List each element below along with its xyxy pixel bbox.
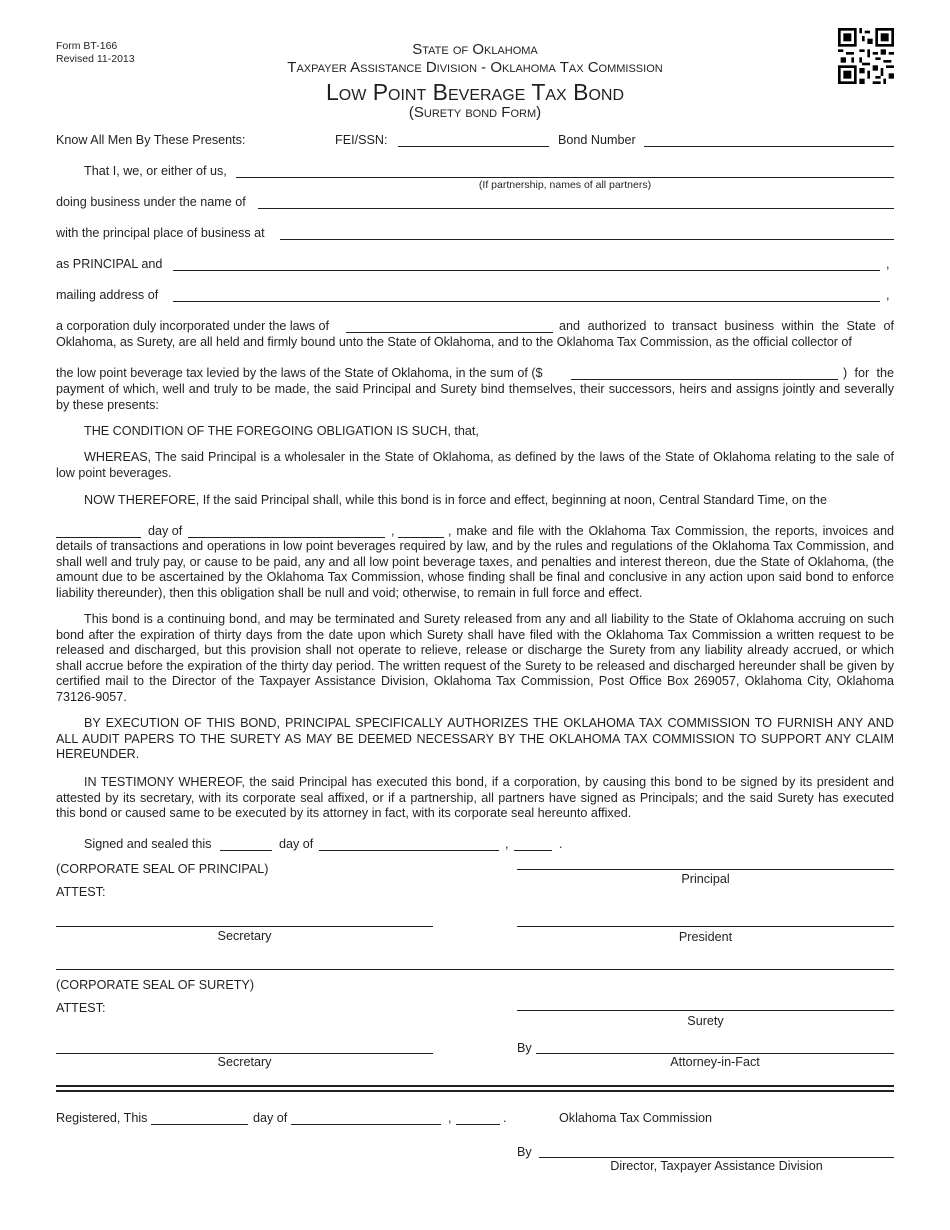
- that-i-label: That I, we, or either of us,: [84, 164, 227, 178]
- header-division: Taxpayer Assistance Division - Oklahoma Tax Commission: [287, 59, 663, 76]
- principal-signature-line[interactable]: [517, 869, 894, 870]
- signed-day-of-label: day of: [279, 837, 314, 851]
- header-state: State of Oklahoma: [412, 41, 538, 58]
- director-caption: Director, Taxpayer Assistance Division: [610, 1159, 823, 1173]
- bond-sum-field[interactable]: [571, 379, 838, 380]
- surety-signature-line[interactable]: [517, 1010, 894, 1011]
- director-by-label: By: [517, 1145, 532, 1159]
- page-title: Low Point Beverage Tax Bond: [325, 79, 625, 105]
- sum-text-c: payment of which, well and truly to be made, the said Principal and Surety bind themselves, their successors, heirs and assigns jointly and severally by these presents:: [56, 382, 894, 412]
- bond-number-field[interactable]: [644, 146, 894, 147]
- page-subtitle: (Surety bond Form): [408, 104, 542, 121]
- mailing-address-field[interactable]: [173, 301, 880, 302]
- testimony-text: IN TESTIMONY WHEREOF, the said Principal has executed this bond, if a corporation, by causing this bond to be signed by its president and attested by its secretary, with its corporate seal affixed, or if a partnership, all partners have signed as Principals; and the said Surety has executed this bond or caused same to be executed by its attorney in fact, with its corporate seal hereunto affixed.: [56, 775, 894, 821]
- signed-sealed-label: Signed and sealed this: [84, 837, 212, 851]
- mailing-label: mailing address of: [56, 288, 159, 302]
- as-principal-label: as PRINCIPAL and: [56, 257, 163, 271]
- section-divider: [56, 969, 894, 970]
- make-file-text: , make and file with the Oklahoma Tax Commission, the reports, invoices and: [448, 524, 894, 538]
- corp-text-c: Oklahoma, as Surety, are all held and firmly bound unto the State of Oklahoma, and to the Oklahoma Tax Commission, as the official collector of: [56, 335, 852, 349]
- surety-secretary-caption: Secretary: [217, 1055, 272, 1069]
- attorney-by-label: By: [517, 1041, 532, 1055]
- principal-place-field[interactable]: [280, 239, 894, 240]
- dba-field[interactable]: [258, 208, 894, 209]
- signed-year-field[interactable]: [514, 850, 552, 851]
- know-all-label: Know All Men By These Presents:: [56, 133, 246, 147]
- seal-surety-label: (CORPORATE SEAL OF SURETY): [56, 978, 255, 992]
- effective-month-field[interactable]: [188, 537, 385, 538]
- registered-period: .: [503, 1111, 507, 1125]
- execution-text: BY EXECUTION OF THIS BOND, PRINCIPAL SPECIFICALLY AUTHORIZES THE OKLAHOMA TAX COMMISSION TO FURNISH ANY AND ALL AUDIT PAPERS TO THE SURETY AS MAY BE DEEMED NECESSARY BY THE OKLAHOMA TAX COMMISSION TO SUPPORT ANY CLAIM HEREUNDER.: [56, 716, 894, 762]
- signed-comma: ,: [505, 837, 509, 851]
- sum-text-a: the low point beverage tax levied by the laws of the State of Oklahoma, in the sum of ($: [56, 366, 543, 380]
- principal-place-label: with the principal place of business at: [56, 226, 265, 240]
- principal-names-field[interactable]: [236, 177, 894, 178]
- day-of-label: day of: [148, 524, 183, 538]
- principal-secretary-line[interactable]: [56, 926, 433, 927]
- effective-year-field[interactable]: [398, 537, 444, 538]
- corp-text-b: and authorized to transact business within the State of: [559, 319, 894, 333]
- attorney-caption: Attorney-in-Fact: [670, 1055, 760, 1069]
- comma-3: ,: [391, 524, 395, 538]
- surety-secretary-line[interactable]: [56, 1053, 433, 1054]
- registered-year-field[interactable]: [456, 1124, 500, 1125]
- seal-principal-label: (CORPORATE SEAL OF PRINCIPAL): [56, 862, 269, 876]
- signed-day-field[interactable]: [220, 850, 272, 851]
- sum-text-b: ) for the: [843, 366, 894, 380]
- form-revised: Revised 11-2013: [56, 53, 135, 65]
- registered-day-of-label: day of: [253, 1111, 288, 1125]
- partners-note: (If partnership, names of all partners): [478, 179, 652, 191]
- registered-label: Registered, This: [56, 1111, 148, 1125]
- form-id: [56, 40, 135, 66]
- effective-day-field[interactable]: [56, 537, 141, 538]
- qr-code-icon: [838, 28, 894, 84]
- attest-principal-label: ATTEST:: [56, 885, 106, 899]
- signed-period: .: [559, 837, 563, 851]
- principal-secretary-caption: Secretary: [217, 929, 272, 943]
- condition-text: THE CONDITION OF THE FOREGOING OBLIGATION IS SUCH, that,: [84, 424, 479, 438]
- incorporation-state-field[interactable]: [346, 332, 553, 333]
- registered-month-field[interactable]: [291, 1124, 441, 1125]
- now-therefore-text: NOW THEREFORE, If the said Principal shall, while this bond is in force and effect, beginning at noon, Central Standard Time, on the: [84, 493, 827, 507]
- principal-caption: Principal: [681, 872, 730, 886]
- double-rule: [56, 1085, 894, 1092]
- fein-label: FEI/SSN:: [335, 133, 388, 147]
- form-number: Form BT-166: [56, 40, 118, 52]
- director-signature-line[interactable]: [539, 1157, 894, 1158]
- comma-2: ,: [886, 288, 890, 302]
- comma-1: ,: [886, 257, 890, 271]
- otc-label: Oklahoma Tax Commission: [559, 1111, 713, 1125]
- fein-field[interactable]: [398, 146, 549, 147]
- dba-label: doing business under the name of: [56, 195, 246, 209]
- surety-caption: Surety: [687, 1014, 724, 1028]
- registered-comma: ,: [448, 1111, 452, 1125]
- details-text: details of transactions and operations in low point beverages required by law, and by the rules and regulations of the Oklahoma Tax Commission, and shall well and truly pay, or cause to be paid, any and all low point beverage taxes, and penalties and interest thereon, due the State of Oklahoma, (the amount due to be ascertained by the Oklahoma Tax Commission, whose finding shall be final and conclusive in any action upon said bond to enforce liability thereunder), then this obligation shall be null and void; otherwise, to remain in full force and effect.: [56, 539, 894, 600]
- surety-name-field[interactable]: [173, 270, 880, 271]
- signed-month-field[interactable]: [319, 850, 499, 851]
- president-caption: President: [678, 930, 733, 944]
- attest-surety-label: ATTEST:: [56, 1001, 106, 1015]
- attorney-signature-line[interactable]: [536, 1053, 894, 1054]
- bond-number-label: Bond Number: [558, 133, 636, 147]
- president-signature-line[interactable]: [517, 926, 894, 927]
- continuing-text: This bond is a continuing bond, and may be terminated and Surety released from any and all liability to the State of Oklahoma accruing on such bond after the expiration of thirty days from the date upon which Surety shall have filed with the Oklahoma Tax Commission a written request to be released and discharged, but this provision shall not operate to relieve, release or discharge the Surety from any liability already accrued, or which shall accrue before the expiration of the thirty day period. The written request of the Surety to be released and discharged hereunder shall be given by certified mail to the Director of the Taxpayer Assistance Division, Oklahoma Tax Commission, Post Office Box 269057, Oklahoma City, Oklahoma 73126-9057.: [56, 612, 894, 704]
- corp-text-a: a corporation duly incorporated under the laws of: [56, 319, 330, 333]
- registered-day-field[interactable]: [151, 1124, 248, 1125]
- whereas-text: WHEREAS, The said Principal is a wholesaler in the State of Oklahoma, as defined by the laws of the State of Oklahoma relating to the sale of low point beverages.: [56, 450, 894, 480]
